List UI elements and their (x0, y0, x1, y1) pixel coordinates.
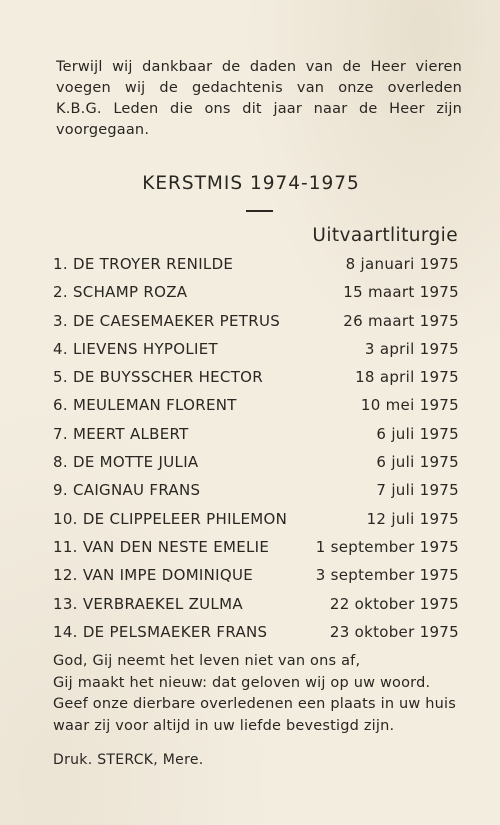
entry-date: 3 september 1975 (315, 566, 459, 585)
entry-name: 9. CAIGNAU FRANS (53, 481, 201, 500)
entry-date: 1 september 1975 (315, 537, 459, 556)
list-item (53, 312, 459, 340)
entry-name: 3. DE CAESEMAEKER PETRUS (53, 311, 281, 330)
column-header: Uitvaartliturgie (312, 225, 458, 246)
entry-name: 13. VERBRAEKEL ZULMA (53, 594, 243, 613)
list-item (53, 595, 459, 623)
entry-name: 7. MEERT ALBERT (53, 424, 189, 443)
entry-date: 3 april 1975 (364, 339, 459, 358)
entry-date: 6 juli 1975 (376, 453, 459, 472)
intro-line: K.B.G. Leden die ons dit jaar naar de Heer zijn (56, 101, 462, 117)
list-item (53, 425, 459, 453)
intro-line: voegen wij de gedachtenis van onze overleden (56, 80, 462, 96)
entry-date: 15 maart 1975 (343, 283, 459, 302)
entry-date: 18 april 1975 (355, 368, 459, 387)
entry-name: 1. DE TROYER RENILDE (53, 255, 234, 273)
closing-prayer (53, 651, 463, 737)
entry-name: 12. VAN IMPE DOMINIQUE (53, 566, 254, 585)
prayer-line: Gij maakt het nieuw: dat geloven wij op uw woord. (53, 674, 431, 691)
entry-name: 8. DE MOTTE JULIA (53, 453, 199, 472)
heading-divider (246, 210, 273, 212)
list-item (53, 510, 459, 538)
entry-date: 8 januari 1975 (345, 255, 459, 273)
prayer-line: waar zij voor altijd in uw liefde bevestigd zijn. (53, 717, 395, 734)
intro-line: Terwijl wij dankbaar de daden van de Heer vieren (56, 59, 462, 75)
list-item (53, 396, 459, 424)
entry-name: 11. VAN DEN NESTE EMELIE (53, 537, 270, 556)
list-item (53, 453, 459, 481)
entry-date: 10 mei 1975 (360, 396, 459, 415)
list-item (53, 566, 459, 594)
list-item (53, 538, 459, 566)
entry-date: 7 juli 1975 (376, 481, 459, 500)
entry-name: 6. MEULEMAN FLORENT (53, 396, 237, 415)
entry-date: 26 maart 1975 (343, 311, 459, 330)
entry-date: 6 juli 1975 (376, 424, 459, 443)
printer-credit: Druk. STERCK, Mere. (53, 752, 204, 768)
entry-name: 5. DE BUYSSCHER HECTOR (53, 368, 263, 387)
entry-name: 14. DE PELSMAEKER FRANS (53, 622, 268, 641)
list-item (53, 340, 459, 368)
entry-name: 10. DE CLIPPELEER PHILEMON (53, 509, 288, 528)
entry-name: 2. SCHAMP ROZA (53, 283, 188, 302)
entry-date: 23 oktober 1975 (329, 622, 459, 641)
prayer-line: God, Gij neemt het leven niet van ons af, (53, 653, 361, 669)
card-heading: KERSTMIS 1974-1975 (142, 173, 360, 194)
deceased-list (53, 255, 459, 651)
list-item (53, 255, 459, 283)
intro-paragraph (56, 57, 462, 141)
entry-name: 4. LIEVENS HYPOLIET (53, 339, 219, 358)
list-item (53, 368, 459, 396)
list-item (53, 283, 459, 311)
entry-date: 12 juli 1975 (366, 509, 459, 528)
list-item (53, 481, 459, 509)
prayer-line: Geef onze dierbare overledenen een plaats in uw huis (53, 696, 457, 712)
list-item (53, 623, 459, 651)
intro-line: voorgegaan. (56, 122, 150, 138)
entry-date: 22 oktober 1975 (329, 594, 459, 613)
